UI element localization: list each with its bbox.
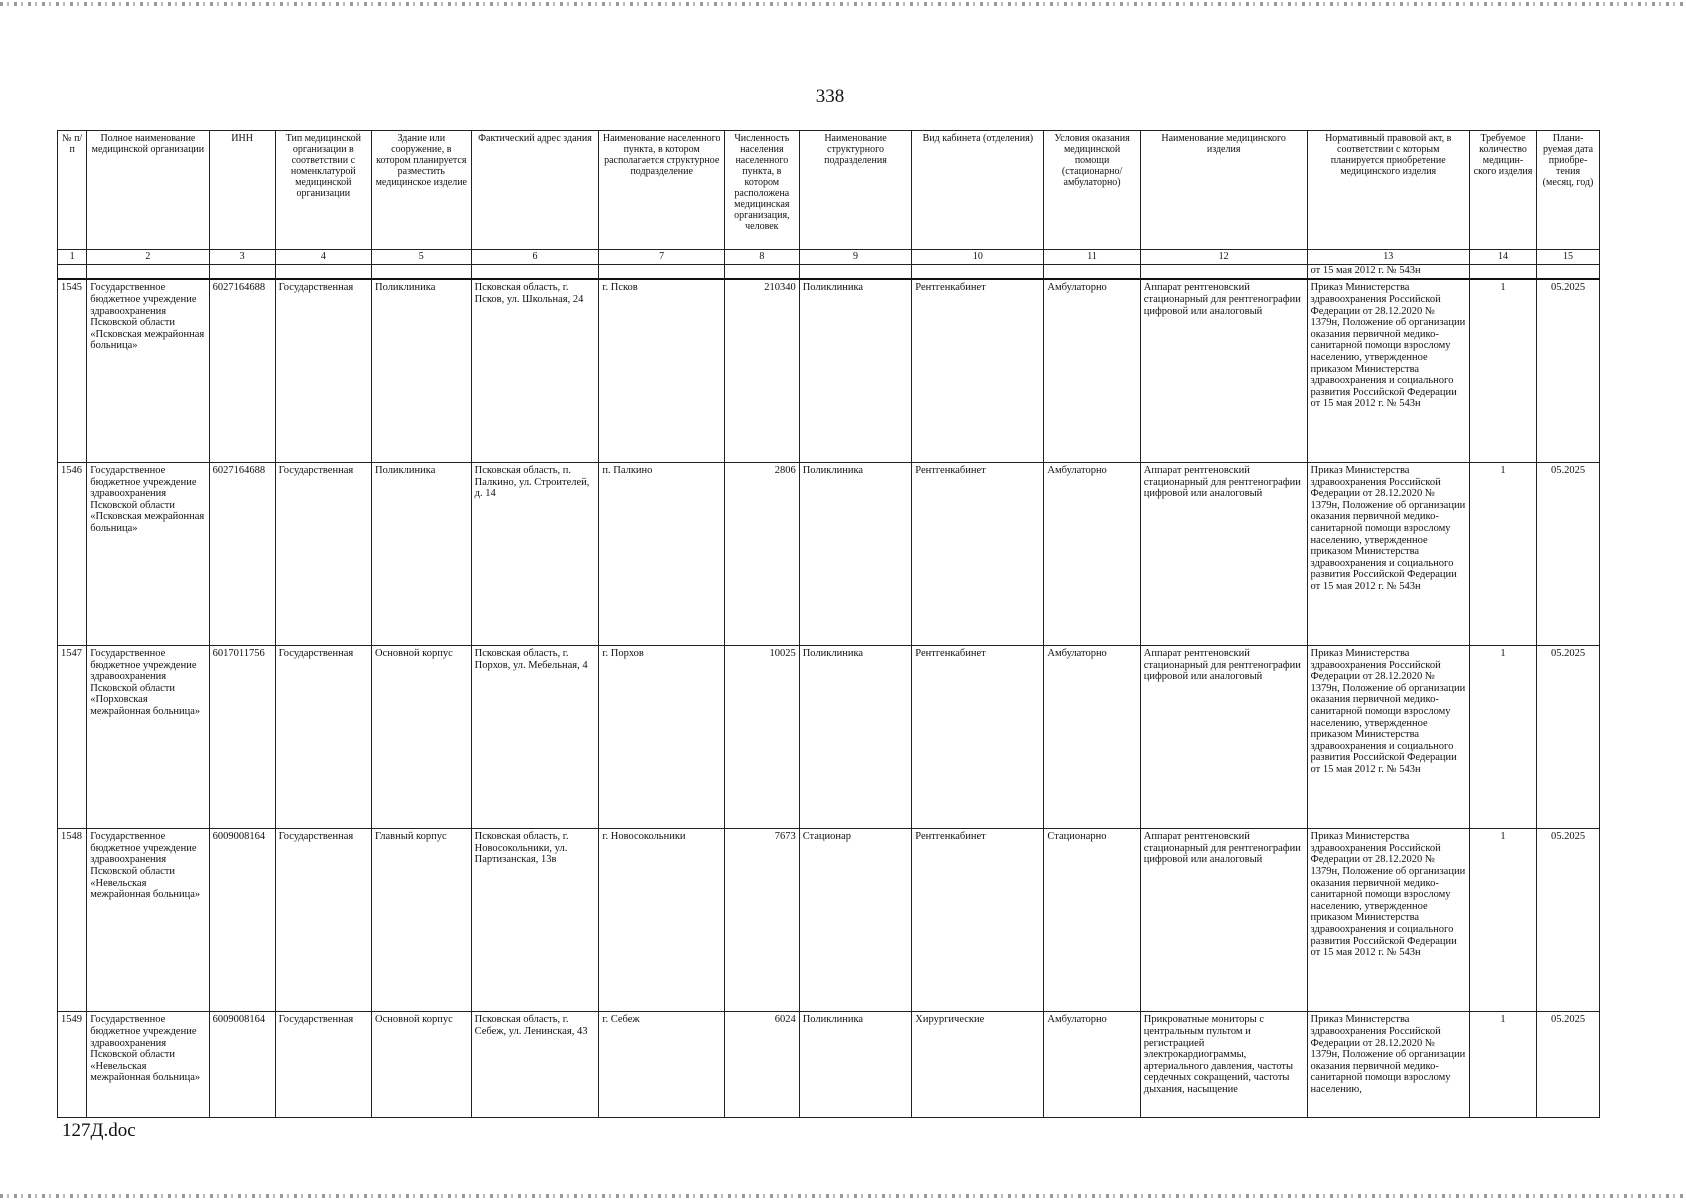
population: 2806 — [724, 462, 799, 645]
building: Поликлиника — [372, 462, 472, 645]
column-number: 8 — [724, 249, 799, 264]
care-conditions: Амбулаторно — [1044, 279, 1140, 462]
locality: г. Псков — [599, 279, 725, 462]
population: 7673 — [724, 829, 799, 1012]
column-number: 9 — [799, 249, 912, 264]
column-number: 14 — [1469, 249, 1536, 264]
column-number: 4 — [275, 249, 371, 264]
header-cell: Плани-руемая дата приобре-тения (месяц, год) — [1537, 131, 1600, 250]
inn: 6009008164 — [209, 829, 275, 1012]
inn: 6027164688 — [209, 462, 275, 645]
quantity: 1 — [1469, 462, 1536, 645]
population: 6024 — [724, 1012, 799, 1118]
header-cell: Здание или сооружение, в котором планируется разместить медицинское изделие — [372, 131, 472, 250]
quantity: 1 — [1469, 279, 1536, 462]
table-row — [58, 1012, 1600, 1118]
page-number: 338 — [815, 86, 845, 107]
header-cell: Полное наименование медицинской организации — [87, 131, 209, 250]
address: Псковская область, г. Новосокольники, ул. Партизанская, 13в — [471, 829, 599, 1012]
care-conditions: Стационарно — [1044, 829, 1140, 1012]
row-number: 1548 — [58, 829, 87, 1012]
table-row — [58, 829, 1600, 1012]
org-name: Государственное бюджетное учреждение здравоохранения Псковской области «Невельская межрайонная больница» — [87, 829, 209, 1012]
header-cell: ИНН — [209, 131, 275, 250]
header-cell: Условия оказания медицинской помощи (стационарно/ амбулаторно) — [1044, 131, 1140, 250]
header-cell: Тип медицинской организации в соответствии с номенклатурой медицинской организации — [275, 131, 371, 250]
purchase-date: 05.2025 — [1537, 1012, 1600, 1118]
header-cell: Численность населения населенного пункта, в котором расположена медицинская организация, человек — [724, 131, 799, 250]
table-row — [58, 646, 1600, 829]
inn: 6017011756 — [209, 646, 275, 829]
care-conditions: Амбулаторно — [1044, 1012, 1140, 1118]
column-number: 15 — [1537, 249, 1600, 264]
cabinet-type: Рентгенкабинет — [912, 462, 1044, 645]
cabinet-type: Рентгенкабинет — [912, 829, 1044, 1012]
column-number: 3 — [209, 249, 275, 264]
header-cell: № п/п — [58, 131, 87, 250]
purchase-date: 05.2025 — [1537, 646, 1600, 829]
population: 10025 — [724, 646, 799, 829]
org-name: Государственное бюджетное учреждение здравоохранения Псковской области «Псковская межрайонная больница» — [87, 462, 209, 645]
building: Поликлиника — [372, 279, 472, 462]
row-number: 1549 — [58, 1012, 87, 1118]
legal-act: Приказ Министерства здравоохранения Российской Федерации от 28.12.2020 № 1379н, Положение об организации оказания первичной медико-санитарной помощи взрослому населению, — [1307, 1012, 1469, 1118]
scan-edge-bottom — [0, 1194, 1686, 1198]
device-name: Аппарат рентгеновский стационарный для рентгенографии цифровой или аналоговый — [1140, 462, 1307, 645]
structural-unit: Поликлиника — [799, 646, 912, 829]
org-type: Государственная — [275, 279, 371, 462]
population: 210340 — [724, 279, 799, 462]
address: Псковская область, г. Себеж, ул. Ленинская, 43 — [471, 1012, 599, 1118]
device-name: Аппарат рентгеновский стационарный для рентгенографии цифровой или аналоговый — [1140, 279, 1307, 462]
legal-act: Приказ Министерства здравоохранения Российской Федерации от 28.12.2020 № 1379н, Положение об организации оказания первичной медико-санитарной помощи взрослому населению, утвержденное приказом Министерства здравоохранения и социального развития Российской Федерации от 15 мая 2012 г. № 543н — [1307, 279, 1469, 462]
header-cell: Требуемое количество медицин-ского изделия — [1469, 131, 1536, 250]
org-type: Государственная — [275, 462, 371, 645]
carryover-row — [58, 264, 1600, 279]
address: Псковская область, г. Псков, ул. Школьная, 24 — [471, 279, 599, 462]
header-cell: Вид кабинета (отделения) — [912, 131, 1044, 250]
column-number: 6 — [471, 249, 599, 264]
purchase-date: 05.2025 — [1537, 279, 1600, 462]
device-name: Прикроватные мониторы с центральным пультом и регистрацией электрокардиограммы, артериального давления, частоты сердечных сокращений, частоты дыхания, насыщение — [1140, 1012, 1307, 1118]
cabinet-type: Хирургические — [912, 1012, 1044, 1118]
header-cell: Наименование населенного пункта, в котором располагается структурное подразделение — [599, 131, 725, 250]
structural-unit: Поликлиника — [799, 1012, 912, 1118]
table-header-row — [58, 131, 1600, 250]
header-cell: Фактический адрес здания — [471, 131, 599, 250]
cabinet-type: Рентгенкабинет — [912, 279, 1044, 462]
quantity: 1 — [1469, 1012, 1536, 1118]
table-row — [58, 279, 1600, 462]
legal-act: Приказ Министерства здравоохранения Российской Федерации от 28.12.2020 № 1379н, Положение об организации оказания первичной медико-санитарной помощи взрослому населению, утвержденное приказом Министерства здравоохранения и социального развития Российской Федерации от 15 мая 2012 г. № 543н — [1307, 646, 1469, 829]
row-number: 1546 — [58, 462, 87, 645]
column-number: 11 — [1044, 249, 1140, 264]
purchase-date: 05.2025 — [1537, 829, 1600, 1012]
quantity: 1 — [1469, 646, 1536, 829]
org-name: Государственное бюджетное учреждение здравоохранения Псковской области «Невельская межрайонная больница» — [87, 1012, 209, 1118]
structural-unit: Стационар — [799, 829, 912, 1012]
header-cell: Нормативный правовой акт, в соответствии с которым планируется приобретение медицинского изделия — [1307, 131, 1469, 250]
org-type: Государственная — [275, 1012, 371, 1118]
scan-edge-top — [0, 2, 1686, 6]
device-name: Аппарат рентгеновский стационарный для рентгенографии цифровой или аналоговый — [1140, 829, 1307, 1012]
care-conditions: Амбулаторно — [1044, 462, 1140, 645]
inn: 6009008164 — [209, 1012, 275, 1118]
locality: г. Новосокольники — [599, 829, 725, 1012]
column-number: 12 — [1140, 249, 1307, 264]
locality: п. Палкино — [599, 462, 725, 645]
legal-act: Приказ Министерства здравоохранения Российской Федерации от 28.12.2020 № 1379н, Положение об организации оказания первичной медико-санитарной помощи взрослому населению, утвержденное приказом Министерства здравоохранения и социального развития Российской Федерации от 15 мая 2012 г. № 543н — [1307, 462, 1469, 645]
column-number: 10 — [912, 249, 1044, 264]
column-number-row — [58, 249, 1600, 264]
structural-unit: Поликлиника — [799, 462, 912, 645]
care-conditions: Амбулаторно — [1044, 646, 1140, 829]
column-number: 7 — [599, 249, 725, 264]
device-name: Аппарат рентгеновский стационарный для рентгенографии цифровой или аналоговый — [1140, 646, 1307, 829]
org-type: Государственная — [275, 646, 371, 829]
header-cell: Наименование медицинского изделия — [1140, 131, 1307, 250]
org-name: Государственное бюджетное учреждение здравоохранения Псковской области «Порховская межрайонная больница» — [87, 646, 209, 829]
org-name: Государственное бюджетное учреждение здравоохранения Псковской области «Псковская межрайонная больница» — [87, 279, 209, 462]
header-cell: Наименование структурного подразделения — [799, 131, 912, 250]
org-type: Государственная — [275, 829, 371, 1012]
row-number: 1547 — [58, 646, 87, 829]
purchase-date: 05.2025 — [1537, 462, 1600, 645]
locality: г. Себеж — [599, 1012, 725, 1118]
column-number: 13 — [1307, 249, 1469, 264]
column-number: 5 — [372, 249, 472, 264]
building: Основной корпус — [372, 646, 472, 829]
address: Псковская область, п. Палкино, ул. Строителей, д. 14 — [471, 462, 599, 645]
quantity: 1 — [1469, 829, 1536, 1012]
column-number: 1 — [58, 249, 87, 264]
row-number: 1545 — [58, 279, 87, 462]
table-row — [58, 462, 1600, 645]
cabinet-type: Рентгенкабинет — [912, 646, 1044, 829]
structural-unit: Поликлиника — [799, 279, 912, 462]
footer-filename: 127Д.doc — [62, 1120, 136, 1141]
inn: 6027164688 — [209, 279, 275, 462]
equipment-register-table — [57, 130, 1600, 1118]
legal-act: Приказ Министерства здравоохранения Российской Федерации от 28.12.2020 № 1379н, Положение об организации оказания первичной медико-санитарной помощи взрослому населению, утвержденное приказом Министерства здравоохранения и социального развития Российской Федерации от 15 мая 2012 г. № 543н — [1307, 829, 1469, 1012]
building: Главный корпус — [372, 829, 472, 1012]
building: Основной корпус — [372, 1012, 472, 1118]
carryover-text: от 15 мая 2012 г. № 543н — [1307, 264, 1469, 279]
column-number: 2 — [87, 249, 209, 264]
locality: г. Порхов — [599, 646, 725, 829]
address: Псковская область, г. Порхов, ул. Мебельная, 4 — [471, 646, 599, 829]
